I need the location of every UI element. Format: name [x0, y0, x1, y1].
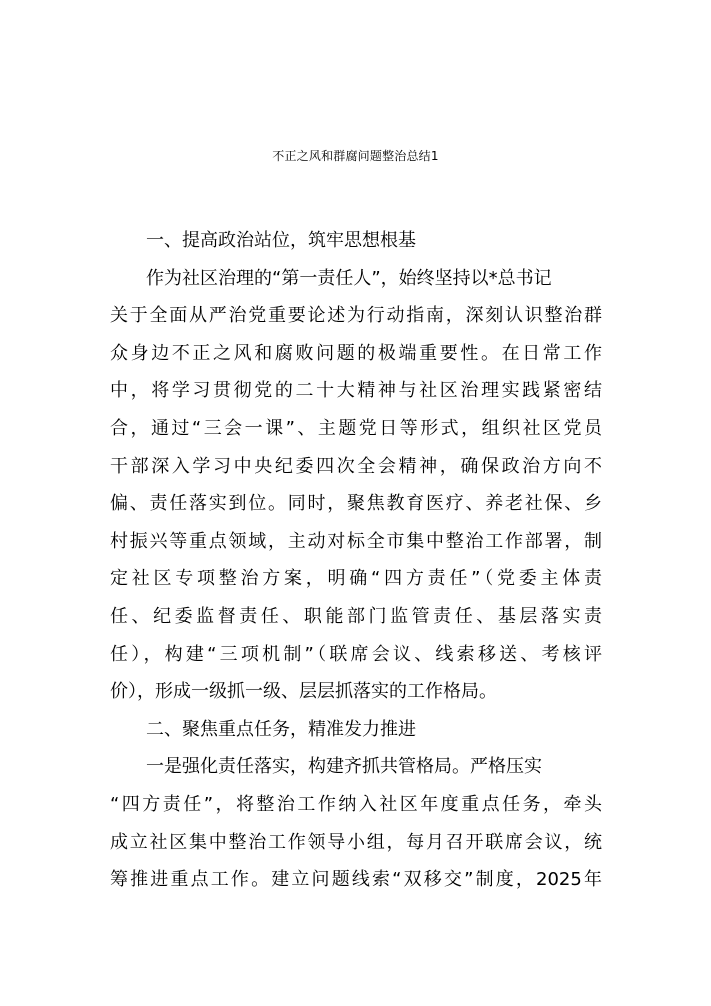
paragraph-line: 一是强化责任落实，构建齐抓共管格局。严格压实 [146, 756, 542, 778]
section-heading-1: 一、提高政治站位，筑牢思想根基 [146, 230, 416, 251]
paragraph-line: 合，通过“三会一课”、主题党日等形式，组织社区党员 [110, 417, 602, 439]
paragraph-line: 村振兴等重点领域，主动对标全市集中整治工作部署，制 [110, 530, 602, 552]
paragraph-line: 任），构建“三项机制”（联席会议、线索移送、考核评 [110, 643, 602, 665]
paragraph-line: 偏、责任落实到位。同时，聚焦教育医疗、养老社保、乡 [110, 493, 602, 515]
paragraph-line: 筹推进重点工作。建立问题线索“双移交”制度，2025年 [110, 869, 602, 891]
section-heading-2: 二、聚焦重点任务，精准发力推进 [146, 718, 416, 740]
paragraph-line: 任、纪委监督责任、职能部门监管责任、基层落实责 [110, 605, 602, 627]
paragraph-line: 成立社区集中整治工作领导小组，每月召开联席会议，统 [110, 831, 602, 853]
paragraph-line: 众身边不正之风和腐败问题的极端重要性。在日常工作 [110, 342, 602, 364]
paragraph-line: 定社区专项整治方案，明确“四方责任”（党委主体责 [110, 568, 602, 590]
paragraph-line: 价），形成一级抓一级、层层抓落实的工作格局。 [110, 681, 497, 703]
document-body [110, 222, 602, 899]
paragraph-line: 干部深入学习中央纪委四次全会精神，确保政治方向不 [110, 455, 602, 477]
paragraph-line: “四方责任”，将整治工作纳入社区年度重点任务，牵头 [110, 793, 602, 815]
document-title: 不正之风和群腐问题整治总结1 [272, 149, 439, 163]
paragraph-line: 关于全面从严治党重要论述为行动指南，深刻认识整治群 [110, 305, 602, 327]
paragraph-line: 中，将学习贯彻党的二十大精神与社区治理实践紧密结 [110, 380, 602, 402]
paragraph-line: 作为社区治理的“第一责任人”，始终坚持以*总书记 [146, 267, 552, 289]
